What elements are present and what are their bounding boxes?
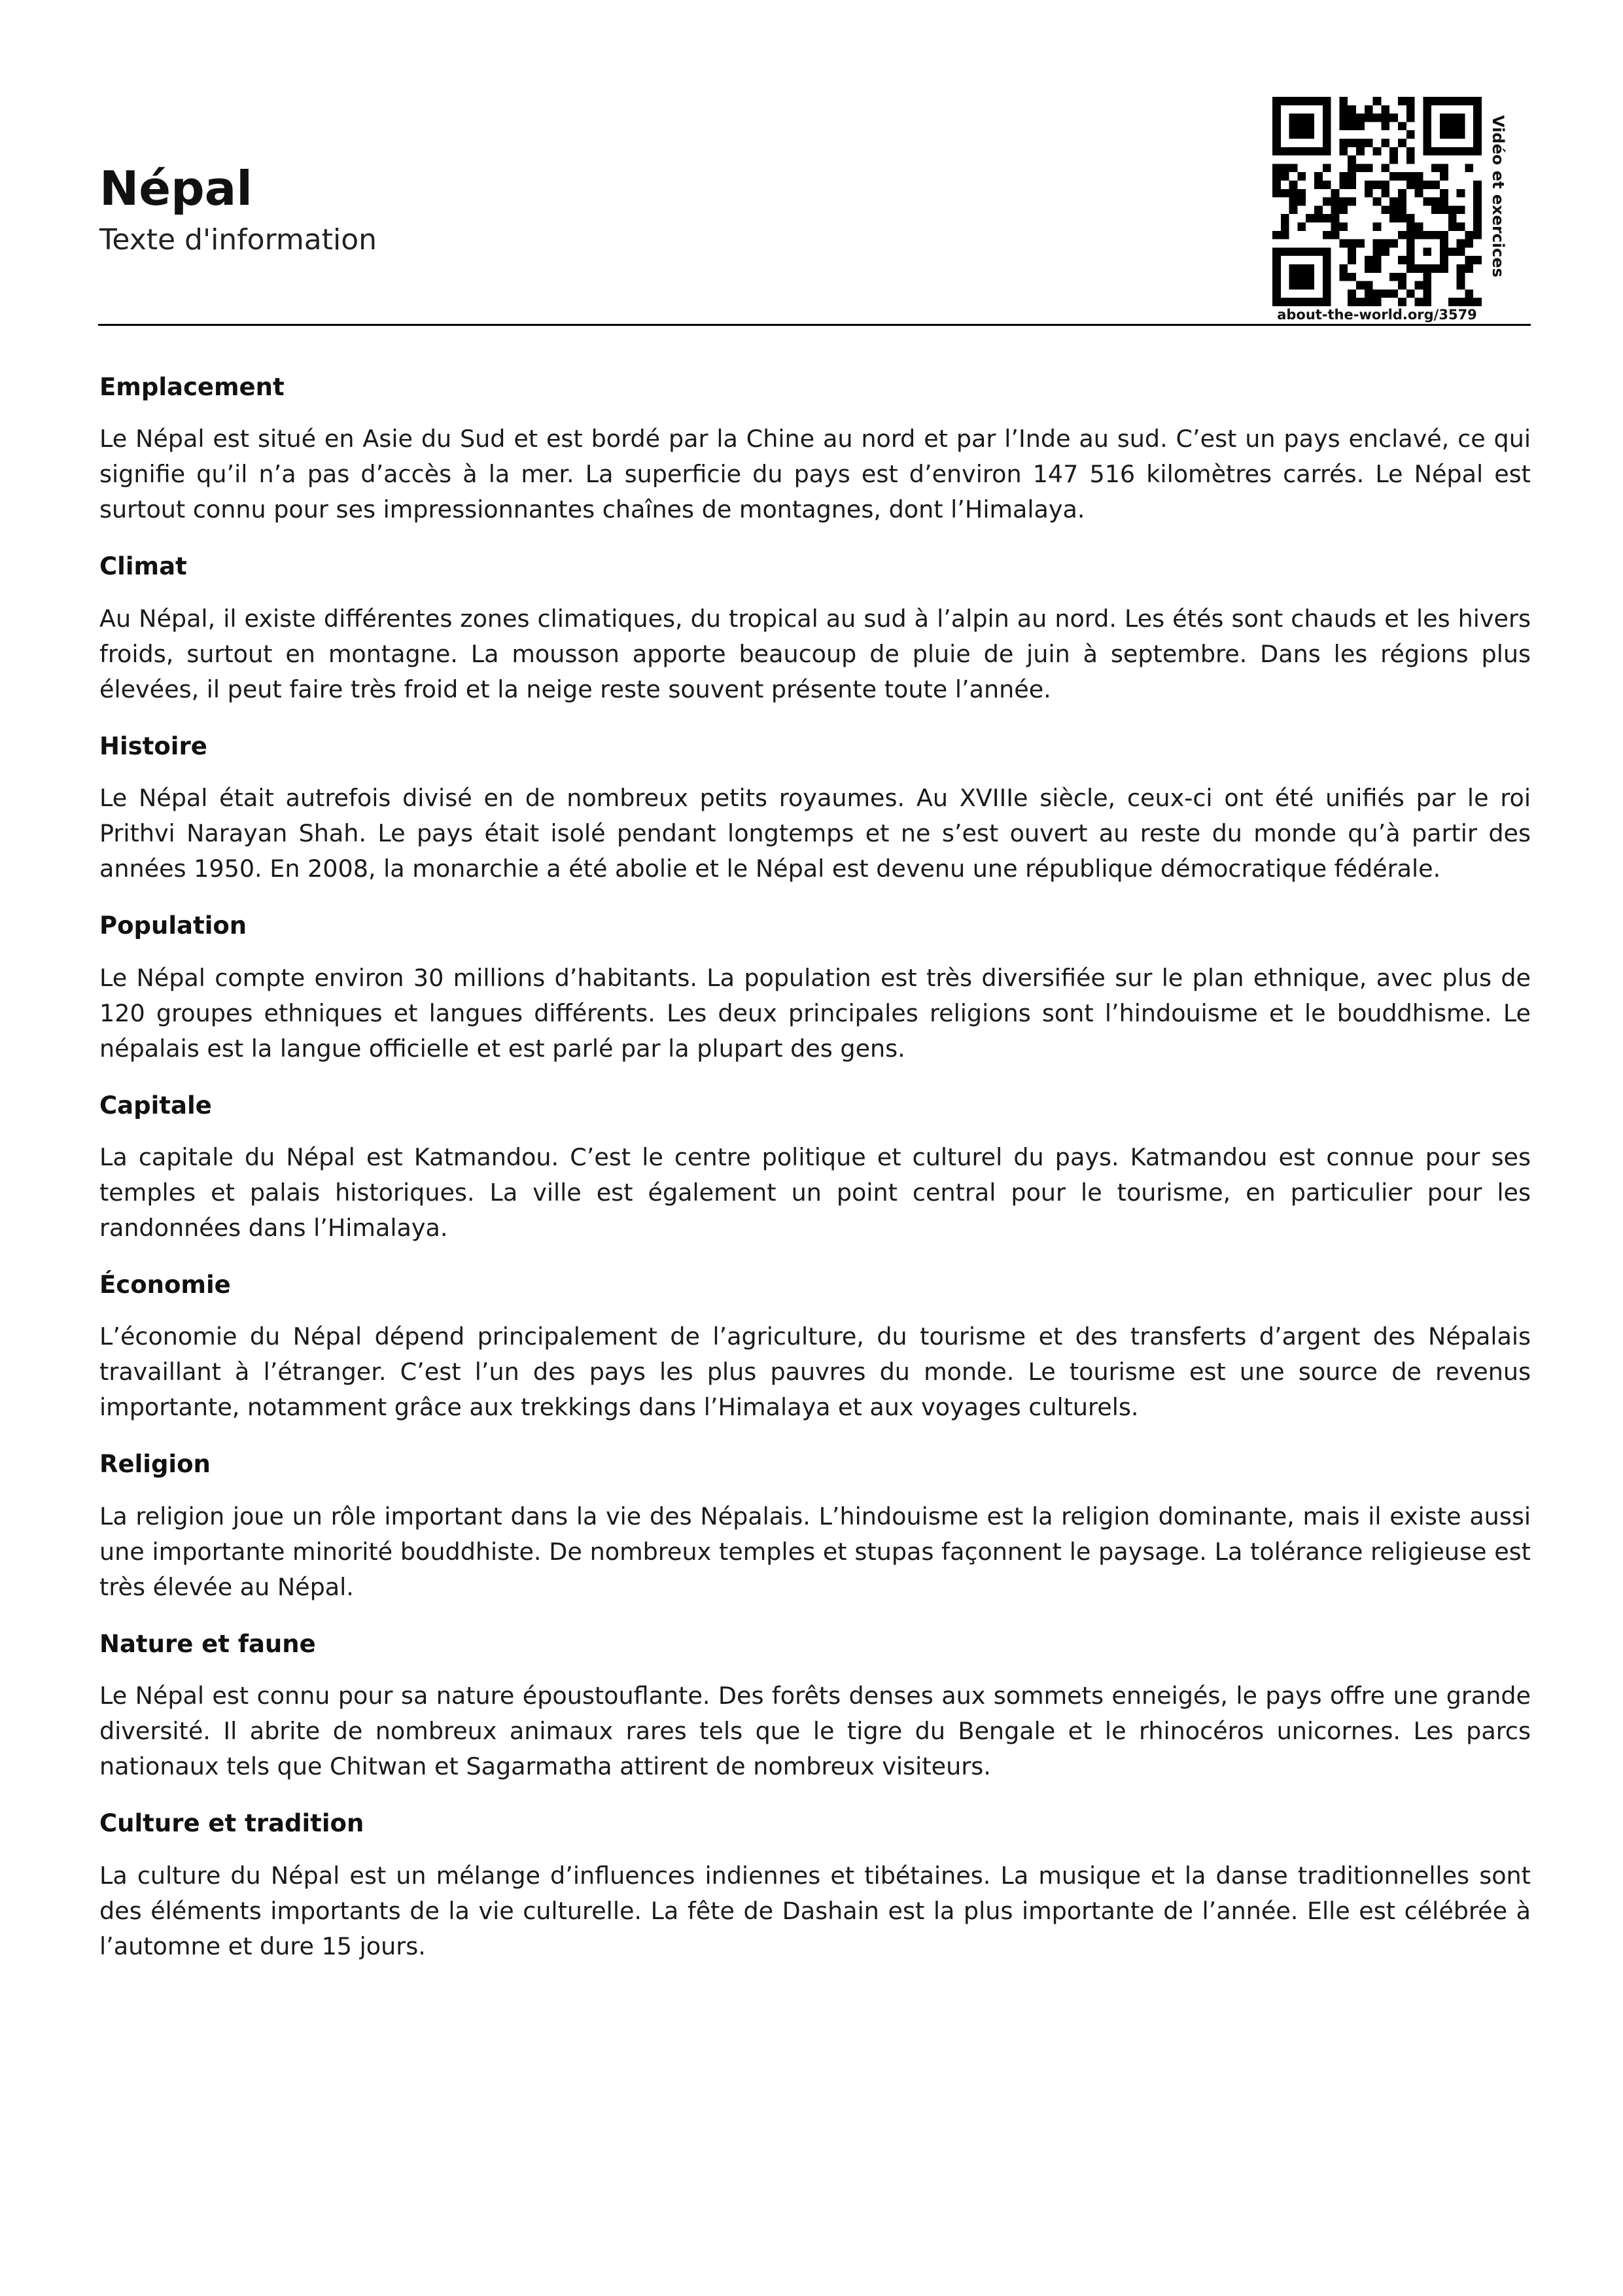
section-text: Le Népal était autrefois divisé en de nombreux petits royaumes. Au XVIIIe siècle, ceux-ci ont été unifiés par le roi Prithvi Narayan Shah. Le pays était isolé pendant longtemps et ne s’est ouvert au reste du monde qu’à partir des années 1950. En 2008, la monarchie a été abolie et le Népal est devenu une république démocratique fédérale. [99, 784, 1531, 883]
section-heading: Climat [99, 552, 187, 581]
info-section [99, 911, 1531, 1066]
main-content [99, 373, 1531, 1989]
info-section [99, 1271, 1531, 1425]
page-subtitle: Texte d'information [99, 223, 377, 256]
info-section [99, 1630, 1531, 1784]
section-heading: Histoire [99, 732, 207, 760]
info-section [99, 1091, 1531, 1246]
section-heading: Religion [99, 1450, 211, 1479]
info-section [99, 552, 1531, 707]
info-section [99, 1450, 1531, 1604]
section-heading: Culture et tradition [99, 1809, 364, 1838]
section-text: La capitale du Népal est Katmandou. C’est le centre politique et culturel du pays. Katmandou est connue pour ses temples et palais historiques. La ville est également un point central pour le tourisme, en particulier pour les randonnées dans l’Himalaya. [99, 1142, 1531, 1242]
page-title: Népal [99, 161, 253, 216]
section-heading: Nature et faune [99, 1629, 316, 1658]
qr-code-icon[interactable] [1272, 97, 1482, 306]
info-section [99, 1809, 1531, 1964]
section-text: Le Népal est connu pour sa nature époustouflante. Des forêts denses aux sommets enneigés, le pays offre une grande diversité. Il abrite de nombreux animaux rares tels que le tigre du Bengale et le rhinocéros unicornes. Les parcs nationaux tels que Chitwan et Sagarmatha attirent de nombreux visiteurs. [99, 1682, 1531, 1781]
section-text: Le Népal est situé en Asie du Sud et est bordé par la Chine au nord et par l’Inde au sud. C’est un pays enclavé, ce qui signifie qu’il n’a pas d’accès à la mer. La superficie du pays est d’environ 147 516 kilomètres carrés. Le Népal est surtout connu pour ses impressionnantes chaînes de montagnes, dont l’Himalaya. [99, 425, 1531, 524]
qr-code-block[interactable] [1272, 97, 1482, 323]
section-text: Au Népal, il existe différentes zones climatiques, du tropical au sud à l’alpin au nord. Les étés sont chauds et les hivers froids, surtout en montagne. La mousson apporte beaucoup de pluie de juin à septembre. Dans les régions plus élevées, il peut faire très froid et la neige reste souvent présente toute l’année. [99, 604, 1531, 703]
info-section [99, 373, 1531, 527]
section-heading: Emplacement [99, 373, 285, 401]
page-header [98, 0, 1531, 327]
section-text: La culture du Népal est un mélange d’influences indiennes et tibétaines. La musique et la danse traditionnelles sont des éléments importants de la vie culturelle. La fête de Dashain est la plus importante de l’année. Elle est célébrée à l’automne et dure 15 jours. [99, 1861, 1531, 1960]
section-heading: Économie [99, 1270, 231, 1299]
section-text: La religion joue un rôle important dans la vie des Népalais. L’hindouisme est la religion dominante, mais il existe aussi une importante minorité bouddhiste. De nombreux temples et stupas façonnent le paysage. La tolérance religieuse est très élevée au Népal. [99, 1502, 1531, 1601]
section-heading: Capitale [99, 1091, 212, 1120]
info-section [99, 732, 1531, 887]
section-text: L’économie du Népal dépend principalement de l’agriculture, du tourisme et des transferts d’argent des Népalais travaillant à l’étranger. C’est l’un des pays les plus pauvres du monde. Le tourisme est une source de revenus importante, notamment grâce aux trekkings dans l’Himalaya et aux voyages culturels. [99, 1322, 1531, 1422]
header-divider [98, 324, 1531, 326]
qr-url-label[interactable]: about-the-world.org/3579 [1277, 307, 1477, 323]
section-heading: Population [99, 911, 247, 940]
qr-side-label-text: Vidéo et exercices [1489, 115, 1507, 277]
section-text: Le Népal compte environ 30 millions d’habitants. La population est très diversifiée sur le plan ethnique, avec plus de 120 groupes ethniques et langues différents. Les deux principales religions sont l’hindouisme et le bouddhisme. Le népalais est la langue officielle et est parlé par la plupart des gens. [99, 963, 1531, 1063]
